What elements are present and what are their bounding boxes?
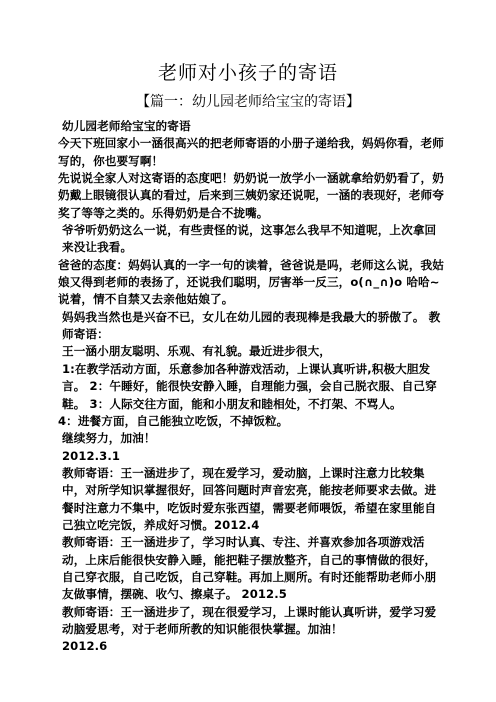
paragraph: 4：进餐方面，自己能独立吃饭，不掉饭粒。 (58, 413, 289, 428)
paragraph: 教师寄语：王一涵进步了，现在很爱学习，上课时能认真听讲，爱学习爱动脑爱思考，对于老师所教的知识能很快掌握。加油！ (62, 604, 437, 636)
paragraph: 继续努力，加油！ (62, 431, 156, 446)
date-line: 2012.3.1 (62, 448, 121, 463)
paragraph: 今天下班回家小一涵很高兴的把老师寄语的小册子递给我，妈妈你看，老师写的，你也要写啊！ (58, 136, 444, 168)
document-body (58, 118, 446, 656)
document-title: 老师对小孩子的寄语 (157, 62, 338, 84)
paragraph: 王一涵小朋友聪明、乐观、有礼貌。最近进步很大， (62, 344, 331, 359)
paragraph: 教师寄语：王一涵进步了，学习时认真、专注、并喜欢参加各项游戏活动，上床后能很快安静入睡，能把鞋子摆放整齐，自己的事情做的很好，自己穿衣服，自己吃饭，自己穿鞋。再加上厕所。有时还能帮助老师小朋友做事情，摆碗、收勺、擦桌子。 2012.5 (62, 535, 437, 602)
paragraph: 爷爷听奶奶这么一说，有些责怪的说，这事怎么我早不知道呢，上次拿回来没让我看。 (62, 223, 437, 255)
paragraph: 教师寄语：王一涵进步了，现在爱学习，爱动脑，上课时注意力比较集中，对所学知识掌握很好，回答问题时声音宏亮，能按老师要求去做。进餐时注意力不集中，吃饭时爱东张西望，需要老师喂饭，希望在家里能自己独立吃完饭，养成好习惯。2012.4 (62, 465, 437, 532)
paragraph: 爸爸的态度：妈妈认真的一字一句的读着，爸爸说是吗，老师这么说，我姑娘又得到老师的表扬了，还说我们聪明，厉害举一反三，o(∩_∩)o 哈哈~ 说着，情不自禁又去亲他姑娘了。 (58, 257, 444, 307)
paragraph: 先说说全家人对这寄语的态度吧！奶奶说一放学小一涵就拿给奶奶看了，奶奶戴上眼镜很认真的看过，后来到三姨奶家还说呢，一涵的表现好，老师夸奖了等等之类的。乐得奶奶是合不拢嘴。 (58, 171, 444, 220)
paragraph: 1:在教学活动方面，乐意参加各种游戏活动，上课认真听讲,积极大胆发言。 2：午睡好，能很快安静入睡，自理能力强，会自己脱衣服、自己穿鞋。 3：人际交往方面，能和小朋友和睦相处，不打架、不骂人。 (62, 361, 437, 411)
date-line: 2012.6 (62, 639, 108, 654)
paragraph: 幼儿园老师给宝宝的寄语 (62, 119, 191, 133)
paragraph: 妈妈我当然也是兴奋不已，女儿在幼儿园的表现棒是我最大的骄傲了。 教师寄语： (62, 309, 441, 342)
document-subtitle: 【篇一：幼儿园老师给宝宝的寄语】 (136, 94, 360, 110)
